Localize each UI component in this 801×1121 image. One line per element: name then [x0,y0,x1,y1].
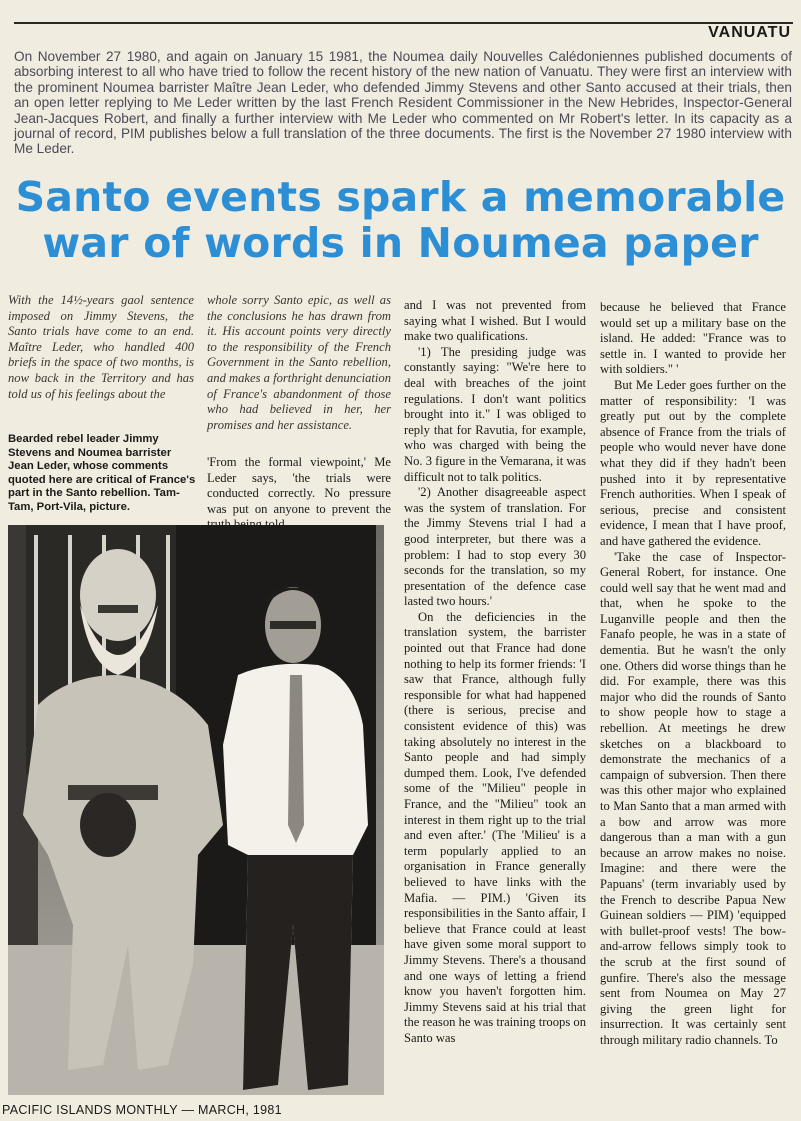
standfirst-part-2: whole sorry Santo epic, as well as the conclusions he has drawn from it. His account points very directly to the responsibility of the French Government in the Santo rebellion, and makes a forthright denunciation of France's abandonment of those who had believed in her, her promises and her assistance. [207,293,391,432]
column-4 [600,300,786,1049]
paragraph: '2) Another disagreeable aspect was the system of translation. For the Jimmy Stevens trial I had a good interpreter, but there was a problem: I had to stop every 30 seconds for the translation, so my presentation of the defence case lasted two hours.' [404,485,586,609]
standfirst-part-1: With the 14½-years gaol sentence imposed on Jimmy Stevens, the Santo trials have come to an end. Maître Leder, who handled 400 briefs in the space of two months, is now back in the Territory and has told us of his feelings about the [8,293,194,401]
paragraph: because he believed that France would set up a military base on the island. He added: "France was to settle in. I wanted to provide her with soldiers." ' [600,300,786,377]
column-3 [404,298,586,1047]
intro-paragraph: On November 27 1980, and again on January 15 1981, the Noumea daily Nouvelles Calédoniennes published documents of absorbing interest to all who have tried to follow the recent history of the new nation of Vanuatu. They were first an interview with the prominent Noumea barrister Maître Jean Leder, who defended Jimmy Stevens and other Santo accused at their trials, then an open letter replying to Me Leder written by the last French Resident Commissioner in the New Hebrides, Inspector-General Jean-Jacques Robert, and finally a further interview with Me Leder who commented on Mr Robert's letter. In its capacity as a journal of record, PIM publishes below a full translation of the three documents. The first is the November 27 1980 interview with Me Leder. [14,49,792,157]
photo [8,525,384,1095]
headline-line-1: Santo events spark a memorable [15,173,786,221]
paragraph: But Me Leder goes further on the matter of responsibility: 'I was greatly put out by the complete absence of France from the trials of people who would never have done what they did if they hadn't been pushed into it by representative French authorities. When I speak of serious, precise and consistent evidence, I mean that I have proof, and have gathered the evidence. [600,377,786,548]
top-rule [14,22,793,24]
column-2-body: 'From the formal viewpoint,' Me Leder says, 'the trials were conducted correctly. No pressure was put on anyone to prevent the truth being told, [207,455,391,532]
headline-line-2: war of words in Noumea paper [42,219,759,267]
paragraph: 'Take the case of Inspector-General Robert, for instance. One could well say that he went mad and that, when he spoke to the Luganville people and then the Fanafo people, he was in a state of dementia. But he wasn't the only one. Others did worse things than he did. For example, there was this major who did the rounds of Santo to show people how to stage a rebellion. At meetings he drew sketches on a blackboard to demonstrate the mechanics of a campaign of subversion. Then there was this other major who explained to Man Santo that a man armed with a bow and arrow was more dangerous than a man with a gun because an arrow makes no noise. Imagine: and there were the Papuans' (term invariably used by the French to describe Papua New Guinean soldiers — PIM) 'equipped with bullet-proof vests! The bow-and-arrow fellows simply took to the scrub at the first sound of gunfire. There's also the message sent from Noumea on May 27 giving the green light for insurrection. It was certainly sent through military radio channels. To [600,549,786,1047]
paragraph: and I was not prevented from saying what I wished. But I would make two qualifications. [404,298,586,344]
section-label: VANUATU [708,24,791,41]
page-footer: PACIFIC ISLANDS MONTHLY — MARCH, 1981 [2,1103,282,1117]
photo-caption: Bearded rebel leader Jimmy Stevens and Noumea barrister Jean Leder, whose comments quoted here are critical of France's part in the Santo rebellion. Tam-Tam, Port-Vila, picture. [8,433,196,513]
photo-illustration [8,525,384,1095]
paragraph: '1) The presiding judge was constantly saying: "We're here to deal with breaches of the joint regulations. I don't want politics brought into it." I was obliged to reply that for Ravutia, for example, who was charged with being the No. 3 figure in the Vemarana, it was difficult not to talk politics. [404,344,586,484]
headline [0,174,801,266]
paragraph: On the deficiencies in the translation system, the barrister pointed out that France had done nothing to help its former friends: 'I saw that France, although fully responsible for what had happened (there is serious, precise and consistent evidence of this) was taking absolutely no interest in the Santo people and had simply dumped them. Look, I've defended some of the "Milieu" people in France, and the "Milieu" took an interest in them right up to the trial and even after.' (The 'Milieu' is a term popularly applied to an organisation in France generally believed to have links with the Mafia. — PIM.) 'Given its responsibilities in the Santo affair, I believe that France could at least have given some moral support to Jimmy Stevens. There's a thousand and one ways of letting a friend know you haven't forgotten him. Jimmy Stevens said at his trial that the reason he was training troops on Santo was [404,609,586,1045]
